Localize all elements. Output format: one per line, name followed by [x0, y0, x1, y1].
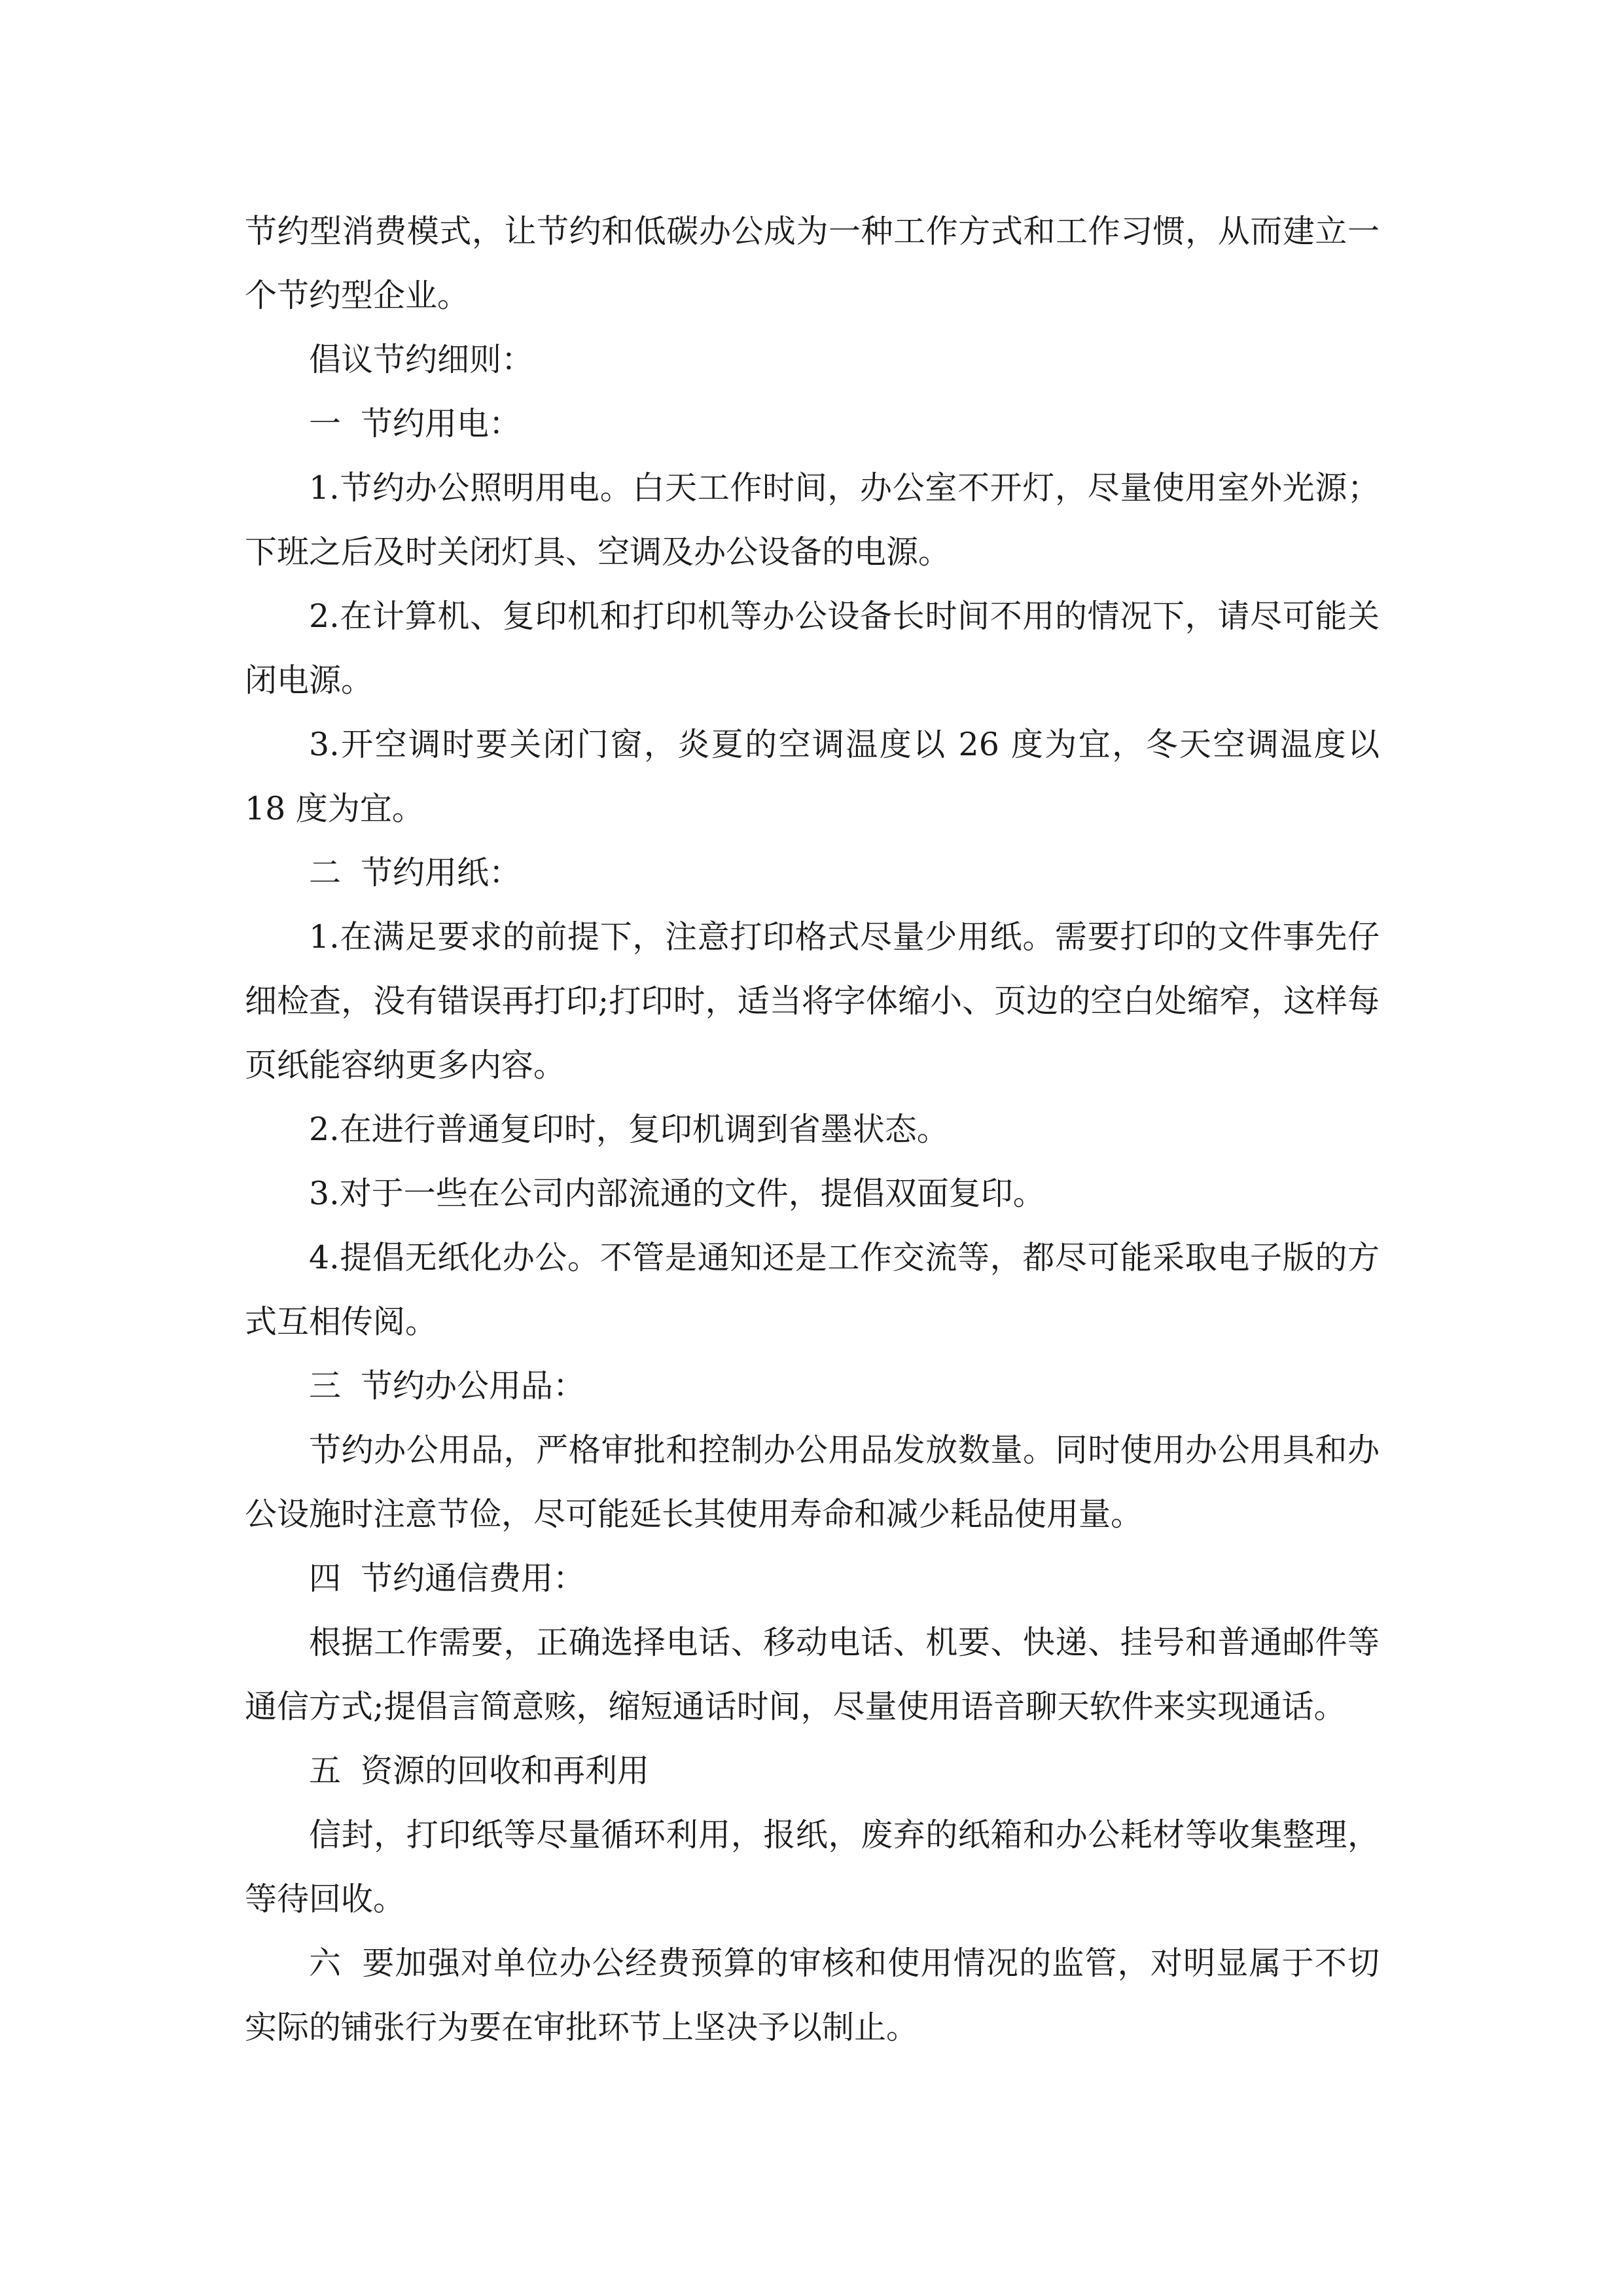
paragraph-paper-3: 3.对于一些在公司内部流通的文件，提倡双面复印。: [309, 1175, 1045, 1212]
paragraph-paper-1: 1.在满足要求的前提下，注意打印格式尽量少用纸。需要打印的文件事先仔细检查，没有错误再打印;打印时，适当将字体缩小、页边的空白处缩窄，这样每页纸能容纳更多内容。: [245, 918, 1380, 1084]
section-title: 节约通信费用：: [361, 1560, 586, 1597]
section-title: 资源的回收和再利用: [361, 1752, 650, 1789]
section-number: 三: [309, 1367, 342, 1405]
paragraph-communication: 根据工作需要，正确选择电话、移动电话、机要、快递、挂号和普通邮件等通信方式;提倡言简意赅，缩短通话时间，尽量使用语音聊天软件来实现通话。: [245, 1624, 1380, 1725]
section-heading-budget-oversight: [245, 1931, 1380, 2060]
paragraph-electricity-1: 1.节约办公照明用电。白天工作时间，办公室不开灯，尽量使用室外光源；下班之后及时关闭灯具、空调及办公设备的电源。: [245, 469, 1380, 571]
paragraph-paper-2: 2.在进行普通复印时，复印机调到省墨状态。: [309, 1111, 949, 1148]
section-heading-recycling: [245, 1739, 1380, 1803]
section-number: 五: [309, 1752, 342, 1789]
section-heading-electricity: [245, 392, 1380, 456]
paragraph-electricity-3: 3.开空调时要关闭门窗，炎夏的空调温度以 26 度为宜，冬天空调温度以 18 度为宜。: [245, 726, 1380, 827]
section-title: 节约用电：: [361, 405, 522, 442]
paragraph-continuation: 节约型消费模式，让节约和低碳办公成为一种工作方式和工作习惯，从而建立一个节约型企业。: [245, 213, 1380, 314]
section-title: 要加强对单位办公经费预算的审核和使用情况的监管，对明显属于不切实际的铺张行为要在审批环节上坚决予以制止。: [245, 1945, 1380, 2046]
section-number: 六: [309, 1945, 342, 1982]
section-title: 节约用纸：: [361, 854, 522, 891]
paragraph-rules-intro: 倡议节约细则：: [309, 341, 534, 378]
section-number: 一: [309, 405, 342, 442]
section-heading-paper: [245, 841, 1380, 905]
section-title: 节约办公用品：: [361, 1367, 586, 1405]
paragraph-electricity-2: 2.在计算机、复印机和打印机等办公设备长时间不用的情况下，请尽可能关闭电源。: [245, 598, 1380, 699]
section-number: 二: [309, 854, 342, 891]
section-heading-office-supplies: [245, 1354, 1380, 1418]
section-heading-communication: [245, 1547, 1380, 1611]
document-body: [245, 200, 1380, 2060]
section-number: 四: [309, 1560, 342, 1597]
paragraph-office-supplies: 节约办公用品，严格审批和控制办公用品发放数量。同时使用办公用具和办公设施时注意节俭，尽可能延长其使用寿命和减少耗品使用量。: [245, 1431, 1380, 1533]
paragraph-recycling: 信封，打印纸等尽量循环利用，报纸，废弃的纸箱和办公耗材等收集整理，等待回收。: [245, 1816, 1380, 1918]
paragraph-paper-4: 4.提倡无纸化办公。不管是通知还是工作交流等，都尽可能采取电子版的方式互相传阅。: [245, 1239, 1380, 1340]
